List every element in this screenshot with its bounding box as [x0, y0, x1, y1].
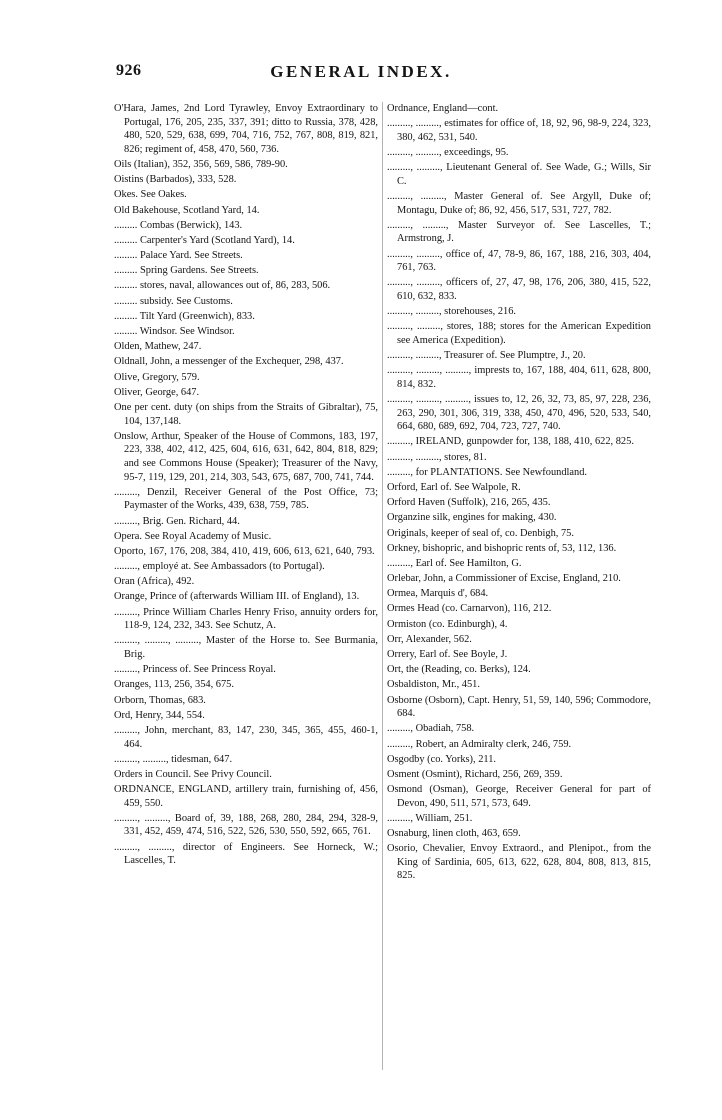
index-entry: Ormea, Marquis d', 684. [387, 588, 489, 600]
index-entry: ........., William, 251. [387, 812, 473, 824]
index-entry: Oistins (Barbados), 333, 528. [114, 174, 237, 186]
index-entry: ........., Earl of. See Hamilton, G. [387, 557, 522, 569]
index-entry: Osborne (Osborn), Capt. Henry, 51, 59, 140, 596; Commodore, 684. [387, 694, 651, 720]
index-entry: Osmond (Osman), George, Receiver General for part of Devon, 490, 511, 571, 573, 649. [387, 784, 651, 809]
index-entry: Orrery, Earl of. See Boyle, J. [387, 649, 508, 660]
index-entry: Okes. See Oakes. [114, 189, 187, 201]
index-entry: Orders in Council. See Privy Council. [114, 768, 272, 780]
index-entry: Osment (Osmint), Richard, 256, 269, 359. [387, 768, 563, 780]
index-entry: ........., ........., Master General of. See Argyll, Duke of; Montagu, Duke of; 86, 92, 456, 517, 531, 727, 782. [387, 190, 651, 216]
index-entry: ........., ........., exceedings, 95. [387, 146, 509, 158]
index-entry: ........., ........., stores, 188; stores for the American Expedition see America (Expedition). [387, 321, 651, 346]
index-entry: Osnaburg, linen cloth, 463, 659. [387, 828, 521, 840]
index-entry: Orr, Alexander, 562. [387, 633, 472, 645]
index-entry: ........., Princess of. See Princess Royal. [114, 664, 276, 676]
index-entry: ......... subsidy. See Customs. [114, 295, 233, 307]
index-entry: ........., ........., ........., issues to, 12, 26, 32, 73, 85, 97, 228, 236, 263, 290, 301, 306, 319, 338, 450, 470, 496, 520, 533, 540, 664, 680, 689, 692, 704, 723, 727, 740. [387, 394, 651, 433]
index-entry: Ormiston (co. Edinburgh), 4. [387, 618, 508, 630]
index-entry: ........., for PLANTATIONS. See Newfoundland. [387, 466, 588, 478]
index-entry: Osbaldiston, Mr., 451. [387, 679, 480, 691]
index-column-left [114, 102, 378, 869]
index-entry: Olive, Gregory, 579. [114, 371, 200, 383]
index-entry: ........., ........., Treasurer of. See Plumptre, J., 20. [387, 350, 586, 362]
index-entry: ........., IRELAND, gunpowder for, 138, 188, 410, 622, 825. [387, 436, 634, 448]
index-entry: ........., ........., officers of, 27, 47, 98, 176, 206, 380, 415, 522, 610, 632, 833. [387, 277, 651, 302]
index-entry: ........., ........., Board of, 39, 188, 268, 280, 284, 294, 328-9, 331, 452, 459, 474, 516, 522, 526, 530, 550, 592, 665, 761. [114, 812, 378, 838]
index-entry: ........., ........., Master Surveyor of. See Lascelles, T.; Armstrong, J. [387, 219, 651, 245]
index-entry: Orford, Earl of. See Walpole, R. [387, 481, 521, 493]
index-entry: ........., Denzil, Receiver General of the Post Office, 73; Paymaster of the Works, 439, 638, 759, 785. [114, 486, 378, 512]
column-divider [382, 102, 383, 1070]
index-entry: ........., ........., estimates for office of, 18, 92, 96, 98-9, 224, 323, 380, 462, 531, 540. [387, 118, 651, 143]
index-column-right [387, 102, 651, 885]
index-entry: ......... Carpenter's Yard (Scotland Yard), 14. [114, 234, 295, 246]
index-entry: ........., Robert, an Admiralty clerk, 246, 759. [387, 738, 572, 750]
index-entry: Orborn, Thomas, 683. [114, 694, 206, 706]
index-entry: ........., ........., director of Engineers. See Horneck, W.; Lascelles, T. [114, 841, 378, 867]
index-entry: Olden, Mathew, 247. [114, 341, 202, 353]
index-entry: ORDNANCE, ENGLAND, artillery train, furnishing of, 456, 459, 550. [114, 784, 378, 809]
index-entry: Oran (Africa), 492. [114, 576, 195, 588]
index-entry: Osorio, Chevalier, Envoy Extraord., and Plenipot., from the King of Sardinia, 605, 613, 622, 628, 804, 808, 813, 815, 825. [387, 843, 651, 882]
page-header [0, 62, 722, 86]
index-entry: ........., ........., Lieutenant General of. See Wade, G.; Wills, Sir C. [387, 162, 651, 187]
index-entry: ......... Windsor. See Windsor. [114, 326, 235, 338]
index-entry: ......... Combas (Berwick), 143. [114, 219, 243, 231]
index-entry: ........., ........., tidesman, 647. [114, 753, 233, 765]
index-entry: ........., ........., office of, 47, 78-9, 86, 167, 188, 216, 303, 404, 761, 763. [387, 248, 651, 274]
index-entry: Oliver, George, 647. [114, 386, 200, 398]
index-entry: Old Bakehouse, Scotland Yard, 14. [114, 204, 260, 216]
index-entry: ........., Obadiah, 758. [387, 723, 475, 735]
index-entry: ........., employé at. See Ambassadors (to Portugal). [114, 561, 325, 573]
index-entry: Ordnance, England—cont. [387, 103, 499, 114]
index-entry: ........., Prince William Charles Henry Friso, annuity orders for, 118-9, 124, 232, 343. See Schutz, A. [114, 606, 378, 632]
page-number: 926 [116, 62, 142, 79]
index-entry: ........., John, merchant, 83, 147, 230, 345, 365, 455, 460-1, 464. [114, 724, 378, 750]
index-entry: Ormes Head (co. Carnarvon), 116, 212. [387, 603, 552, 615]
index-entry: ......... Spring Gardens. See Streets. [114, 265, 259, 277]
index-entry: Opera. See Royal Academy of Music. [114, 530, 272, 542]
index-entry: Orford Haven (Suffolk), 216, 265, 435. [387, 497, 551, 509]
index-entry: ......... Palace Yard. See Streets. [114, 250, 243, 262]
index-entry: Orlebar, John, a Commissioner of Excise, England, 210. [387, 573, 621, 585]
index-entry: ........., ........., stores, 81. [387, 451, 487, 463]
index-entry: ......... Tilt Yard (Greenwich), 833. [114, 310, 255, 322]
index-entry: Oranges, 113, 256, 354, 675. [114, 679, 234, 691]
index-entry: One per cent. duty (on ships from the Straits of Gibraltar), 75, 104, 137,148. [114, 401, 378, 427]
index-entry: Ord, Henry, 344, 554. [114, 709, 205, 721]
index-entry: Orkney, bishopric, and bishopric rents of, 53, 112, 136. [387, 542, 617, 554]
running-title: GENERAL INDEX. [270, 62, 452, 81]
index-entry: Onslow, Arthur, Speaker of the House of Commons, 183, 197, 223, 338, 402, 412, 425, 604, 616, 631, 642, 804, 818, 829; and see Commons House (Speaker); Treasurer of the Navy, 95-7, 119, 129, 201, 214, 303, 543, 675, 687, 700, 741, 744. [114, 430, 378, 483]
index-entry: Orange, Prince of (afterwards William III. of England), 13. [114, 591, 360, 603]
index-entry: O'Hara, James, 2nd Lord Tyrawley, Envoy Extraordinary to Portugal, 176, 205, 235, 337, 391; ditto to Russia, 378, 428, 480, 520, 529, 638, 699, 704, 716, 752, 767, 808, 819, 821, 826; regiment of, 458, 470, 560, 736. [114, 103, 378, 155]
index-entry: Oldnall, John, a messenger of the Exchequer, 298, 437. [114, 356, 344, 368]
index-entry: Originals, keeper of seal of, co. Denbigh, 75. [387, 527, 574, 539]
index-entry: Ort, the (Reading, co. Berks), 124. [387, 664, 531, 676]
index-entry: ........., ........., storehouses, 216. [387, 306, 517, 318]
index-entry: ......... stores, naval, allowances out of, 86, 283, 506. [114, 280, 331, 292]
index-entry: Osgodby (co. Yorks), 211. [387, 753, 497, 765]
index-entry: Oporto, 167, 176, 208, 384, 410, 419, 606, 613, 621, 640, 793. [114, 545, 375, 557]
index-entry: Organzine silk, engines for making, 430. [387, 512, 557, 524]
index-entry: ........., ........., ........., imprests to, 167, 188, 404, 611, 628, 800, 814, 832. [387, 365, 651, 390]
index-entry: Oils (Italian), 352, 356, 569, 586, 789-90. [114, 158, 288, 170]
index-entry: ........., Brig. Gen. Richard, 44. [114, 515, 240, 527]
index-entry: ........., ........., ........., Master of the Horse to. See Burmania, Brig. [114, 635, 378, 660]
